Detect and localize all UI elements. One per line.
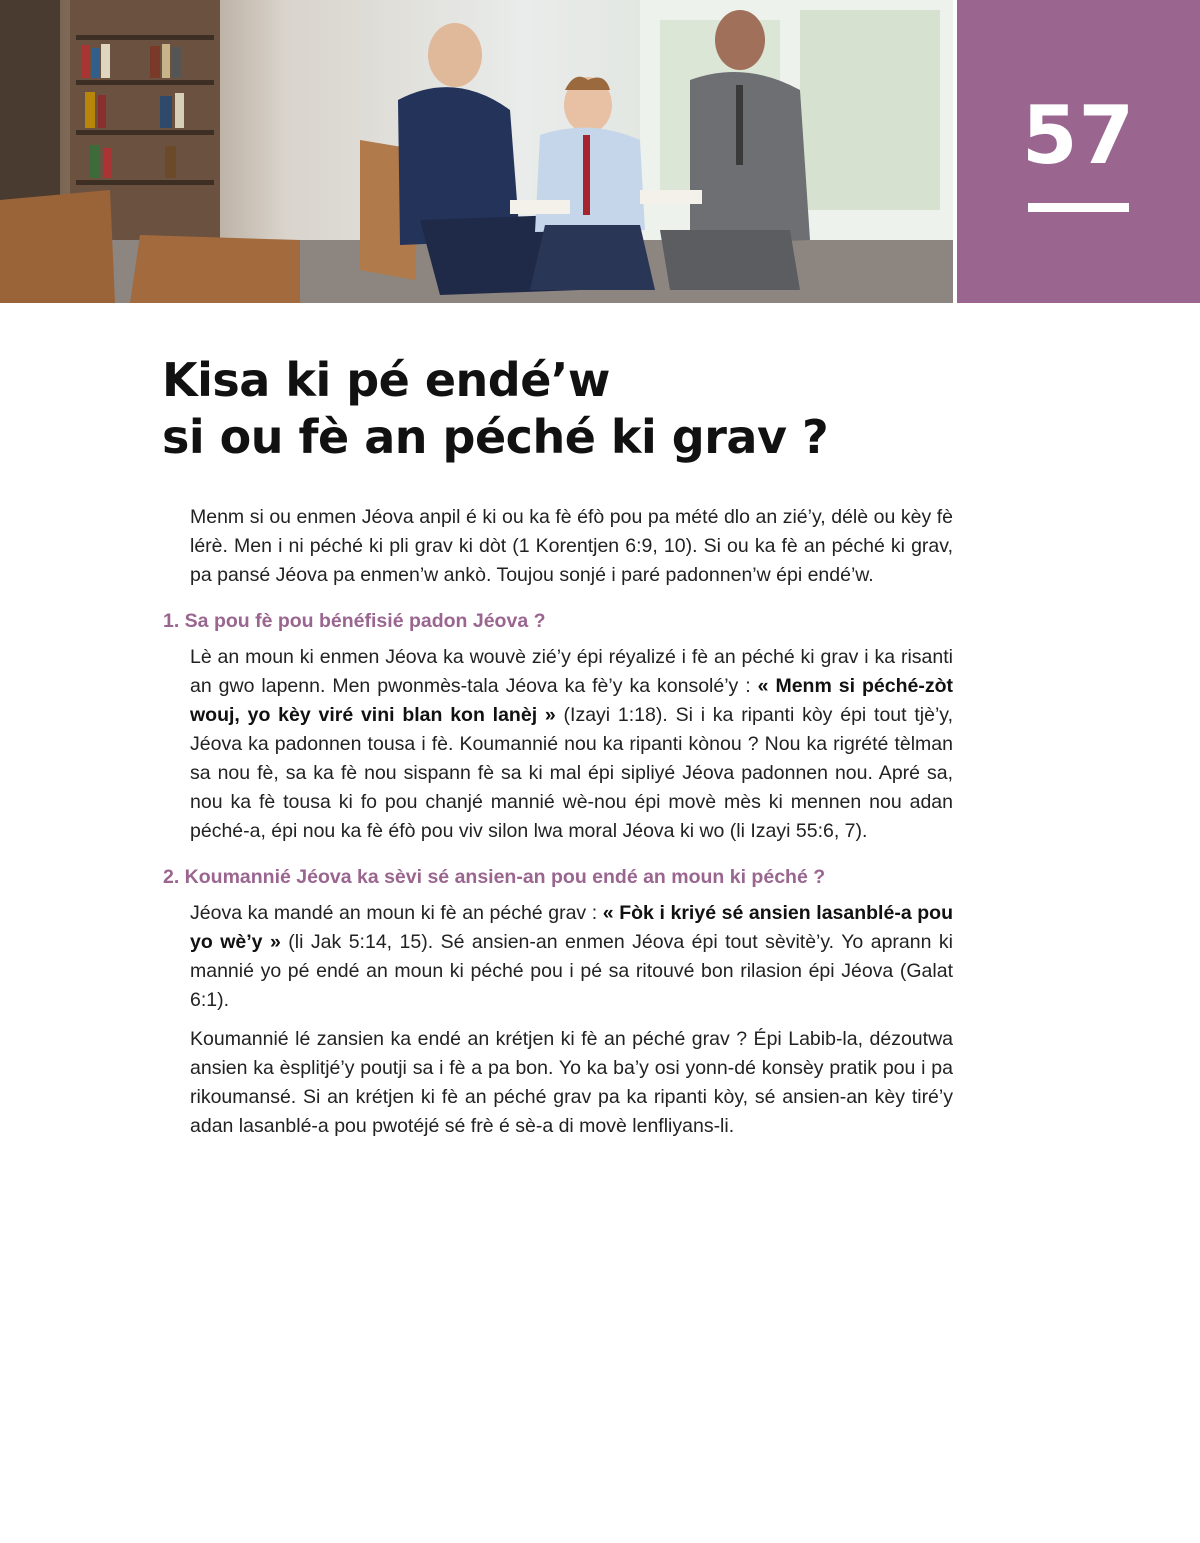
lesson-number: 57 <box>1021 89 1136 182</box>
q2-text-before: Jéova ka mandé an moun ki fè an péché grav : <box>190 902 603 924</box>
question-1-paragraph <box>190 643 953 846</box>
question-2-paragraph-1 <box>190 899 953 1015</box>
header-photo <box>0 0 953 303</box>
page-title <box>162 352 1062 466</box>
q2-quote: « Fòk i kriyé sé ansien lasanblé-a pou yo wè’y » <box>190 902 953 953</box>
intro-paragraph: Menm si ou enmen Jéova anpil é ki ou ka fè éfò pou pa mété dlo an zié’y, délè ou kèy fè lérè. Men i ni péché ki pli grav ki dòt (1 Korentjen 6:9, 10). Si ou ka fè an péché ki grav, pa pansé Jéova pa enmen’w ankò. Toujou sonjé i paré padonnen’w épi endé’w. <box>190 506 953 586</box>
q1-quote: « Menm si péché-zòt wouj, yo kèy viré vini blan kon lanèj » <box>190 675 953 726</box>
lesson-number-box <box>957 0 1200 303</box>
photo-illustration <box>0 0 953 303</box>
question-1-heading: 1. Sa pou fè pou bénéfisié padon Jéova ? <box>163 610 546 632</box>
lesson-number-underline <box>1028 203 1129 212</box>
question-2-paragraph-2: Koumannié lé zansien ka endé an krétjen ki fè an péché grav ? Épi Labib-la, dézoutwa ansien ka èsplitjé’y poutji sa i fè a pa bon. Yo ka ba’y osi yonn-dé konsèy pratik pou i pa rikoumansé. Si an krétjen ki fè an péché grav pa ka ripanti kòy, sé ansien-an kèy tiré’y adan lasanblé-a pou pwotéjé sé frè é sè-a di movè lenfliyans-li. <box>190 1028 953 1137</box>
q1-text-before: Lè an moun ki enmen Jéova ka wouvè zié’y épi réyalizé i fè an péché ki grav i ka risanti an gwo lapenn. Men pwonmès-tala Jéova ka fè’y ka konsolé’y : <box>190 646 953 697</box>
q2-text-after: (li Jak 5:14, 15). Sé ansien-an enmen Jéova épi tout sèvitè’y. Yo aprann ki mannié yo pé endé an moun ki péché pou i pé sa ritouvé bon rilasion épi Jéova (Galat 6:1). <box>190 931 953 1011</box>
page-title-line-2: si ou fè an péché ki grav ? <box>162 410 829 464</box>
q1-text-after: (Izayi 1:18). Si i ka ripanti kòy épi tout tjè’y, Jéova ka padonnen tousa i fè. Koumannié nou ka ripanti kònou ? Nou ka rigrété tèlman sa nou fè, sa ka fè nou sispann fè sa ki mal épi sipliyé Jéova padonnen nou. Apré sa, nou ka fè tousa ki fo pou chanjé mannié wè-nou épi movè mès ki mennen nou adan péché-a, épi nou ka fè éfò pou viv silon lwa moral Jéova ki wo (li Izayi 55:6, 7). <box>190 704 953 842</box>
lesson-body <box>163 503 953 1151</box>
page-title-line-1: Kisa ki pé endé’w <box>162 353 610 407</box>
question-2-heading: 2. Koumannié Jéova ka sèvi sé ansien-an pou endé an moun ki péché ? <box>163 866 826 888</box>
